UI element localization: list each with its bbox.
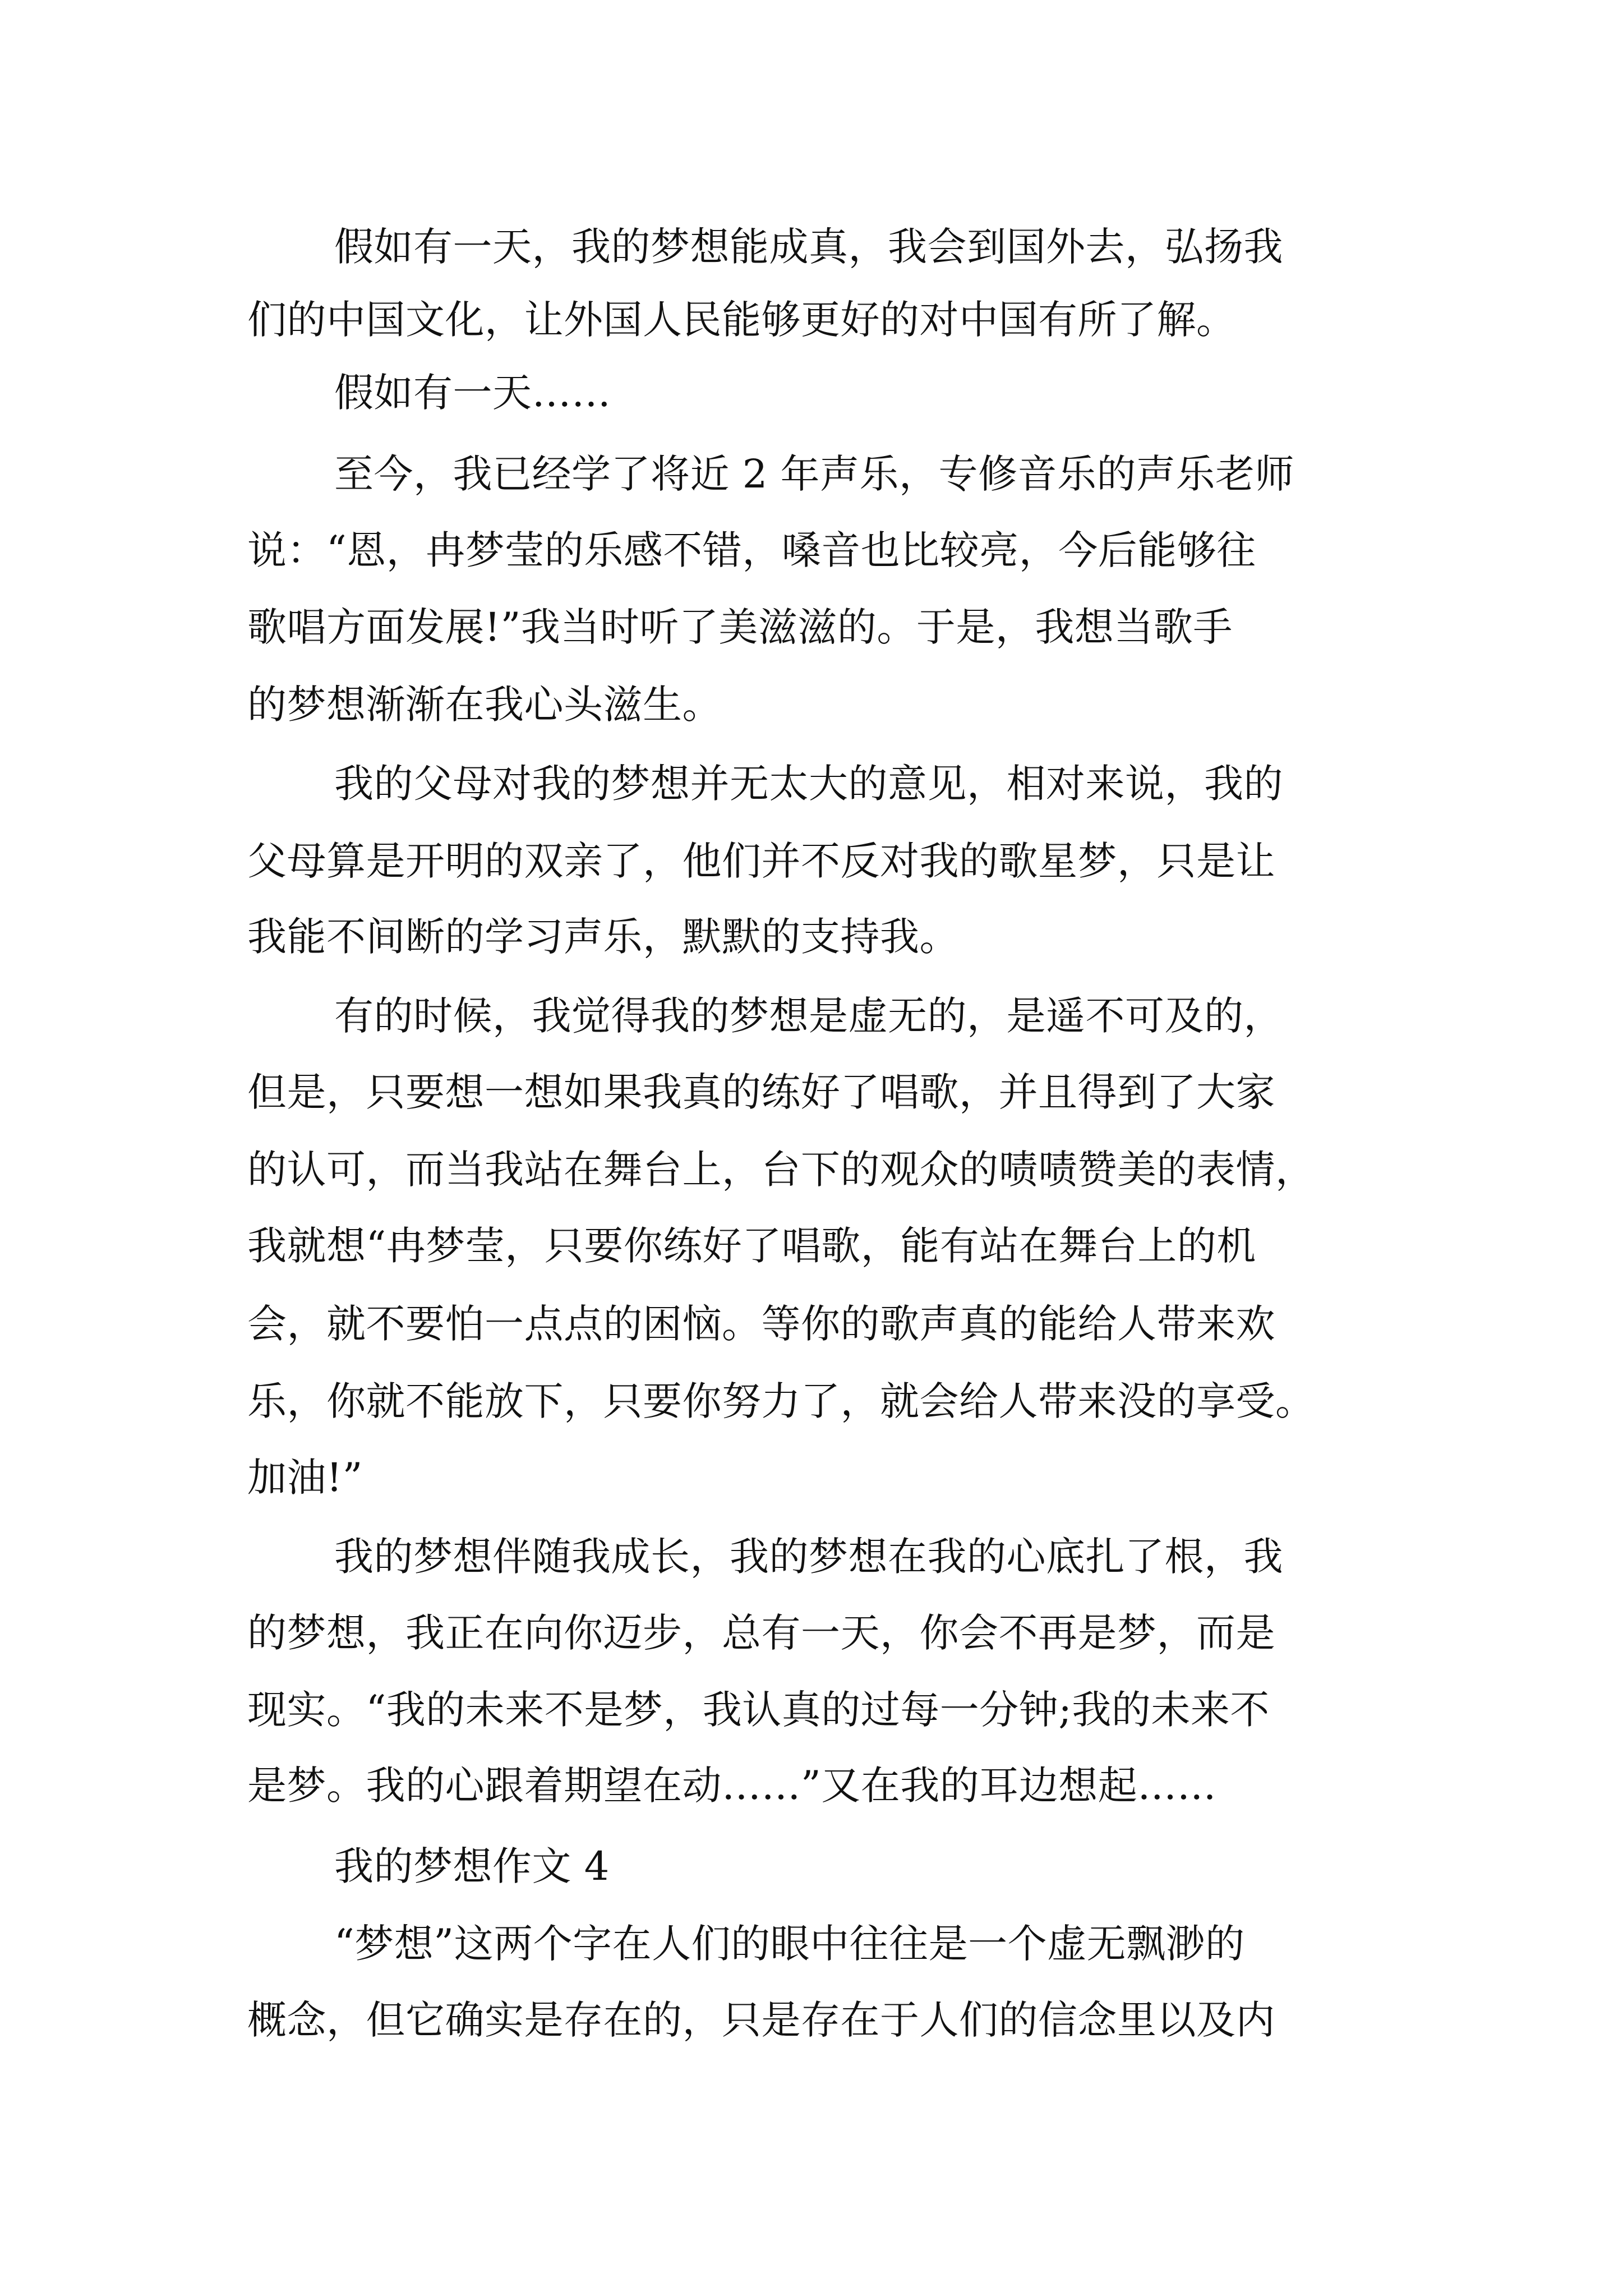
text-line: 现实。“我的未来不是梦，我认真的过每一分钟;我的未来不 [247, 1687, 1270, 1733]
section-heading: 我的梦想作文 4 [334, 1843, 610, 1889]
text-line: 我的梦想伴随我成长，我的梦想在我的心底扎了根，我 [334, 1534, 1283, 1580]
text-line: 乐，你就不能放下，只要你努力了，就会给人带来没的享受。 [247, 1378, 1315, 1424]
text-line: 的梦想渐渐在我心头滋生。 [247, 682, 722, 728]
text-line: 概念，但它确实是存在的，只是存在于人们的信念里以及内 [247, 1997, 1275, 2043]
text-line: 我的父母对我的梦想并无太大的意见，相对来说，我的 [334, 761, 1283, 807]
text-line: 我能不间断的学习声乐，默默的支持我。 [247, 914, 959, 960]
text-line: 会，就不要怕一点点的困恼。等你的歌声真的能给人带来欢 [247, 1301, 1275, 1347]
text-line: 歌唱方面发展!”我当时听了美滋滋的。于是，我想当歌手 [247, 604, 1233, 650]
text-line: 假如有一天…… [334, 370, 611, 416]
text-line: 我就想“冉梦莹，只要你练好了唱歌，能有站在舞台上的机 [247, 1223, 1256, 1269]
text-line: 加油!” [247, 1455, 363, 1501]
text-line: “梦想”这两个字在人们的眼中往往是一个虚无飘渺的 [334, 1921, 1245, 1967]
text-line: 父母算是开明的双亲了，他们并不反对我的歌星梦，只是让 [247, 838, 1275, 884]
text-line: 有的时候，我觉得我的梦想是虚无的，是遥不可及的， [334, 993, 1283, 1039]
text-line: 假如有一天，我的梦想能成真，我会到国外去，弘扬我 [334, 224, 1283, 270]
text-line: 至今，我已经学了将近 2 年声乐，专修音乐的声乐老师 [334, 451, 1295, 497]
text-line: 说：“恩，冉梦莹的乐感不错，嗓音也比较亮，今后能够往 [247, 527, 1256, 573]
text-line: 的梦想，我正在向你迈步，总有一天，你会不再是梦，而是 [247, 1610, 1275, 1656]
text-line: 但是，只要想一想如果我真的练好了唱歌，并且得到了大家 [247, 1069, 1275, 1115]
text-line: 的认可，而当我站在舞台上，台下的观众的啧啧赞美的表情， [247, 1147, 1315, 1193]
text-line: 是梦。我的心跟着期望在动……”又在我的耳边想起…… [247, 1763, 1217, 1809]
text-line: 们的中国文化，让外国人民能够更好的对中国有所了解。 [247, 297, 1236, 343]
